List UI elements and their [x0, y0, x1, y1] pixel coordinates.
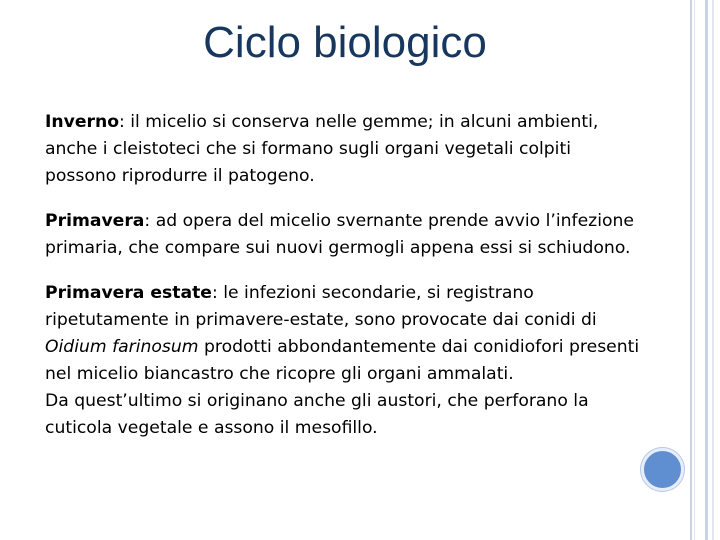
term-separator: : [211, 283, 224, 303]
species-name: Oidium farinosum [45, 337, 199, 357]
paragraph-primavera [45, 208, 645, 262]
slide-title: Ciclo biologico [203, 18, 487, 67]
term-separator: : [144, 211, 156, 231]
term-separator: : [119, 112, 131, 132]
slide-body [45, 109, 645, 442]
paragraph-text: ad opera del micelio svernante prende avvio l’infezione primaria, che compare sui nuovi germogli appena essi si schiudono. [45, 211, 634, 258]
paragraph-primavera-estate [45, 280, 645, 442]
paragraph-term: Primavera estate [45, 283, 212, 303]
paragraph-text: prodotti abbondantemente dai conidiofori presenti nel micelio biancastro che ricopre gli organi ammalati. [45, 337, 640, 384]
decorative-rail [694, 0, 695, 540]
paragraph-inverno [45, 109, 645, 190]
paragraph-term: Primavera [45, 211, 145, 231]
paragraph-term: Inverno [45, 112, 120, 132]
paragraph-text: le infezioni secondarie, si registrano ripetutamente in primavere-estate, sono provocate dai conidi di [45, 283, 597, 330]
decorative-circle [641, 448, 684, 491]
decorative-rail [705, 0, 708, 540]
paragraph-text: il micelio si conserva nelle gemme; in alcuni ambienti, anche i cleistoteci che si formano sugli organi vegetali colpiti possono riprodurre il patogeno. [45, 112, 599, 186]
decorative-rail [712, 0, 714, 540]
decorative-rail [690, 0, 692, 540]
paragraph-extra-line: Da quest’ultimo si originano anche gli austori, che perforano la cuticola vegetale e assono il mesofillo. [45, 391, 589, 438]
